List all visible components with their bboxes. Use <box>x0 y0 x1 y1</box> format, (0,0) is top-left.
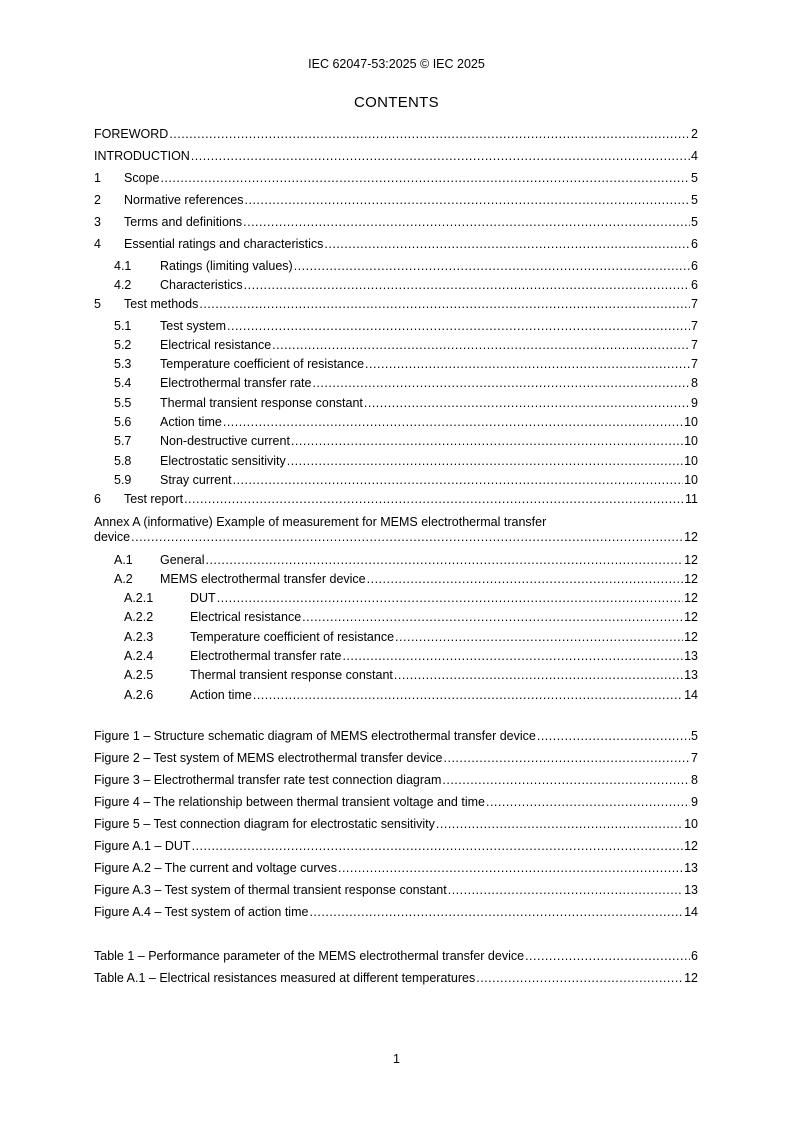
toc-entry-5-5[interactable]: 5.5 Thermal transient response constant ..... 9 <box>114 395 698 411</box>
figure-entry[interactable]: Figure 1 – Structure schematic diagram of MEMS electrothermal transfer device ..... 5 <box>94 728 698 744</box>
toc-entry-5-7[interactable]: 5.7 Non-destructive current ..... 10 <box>114 433 698 449</box>
toc-entry-test-methods[interactable]: 5 Test methods ..... 7 <box>94 296 698 312</box>
table-entry[interactable]: Table 1 – Performance parameter of the MEMS electrothermal transfer device ..... 6 <box>94 948 698 964</box>
figure-entry[interactable]: Figure 5 – Test connection diagram for electrostatic sensitivity ..... 10 <box>94 816 698 832</box>
toc-entry-terms-definitions[interactable]: 3 Terms and definitions ..... 5 <box>94 214 698 230</box>
toc-entry-4-1[interactable]: 4.1 Ratings (limiting values) ..... 6 <box>114 258 698 274</box>
toc-entry-4-2[interactable]: 4.2 Characteristics ..... 6 <box>114 277 698 293</box>
figure-entry[interactable]: Figure 3 – Electrothermal transfer rate test connection diagram ..... 8 <box>94 772 698 788</box>
toc-entry-foreword[interactable]: FOREWORD ..... 2 <box>94 126 698 142</box>
toc-entry-annex-a[interactable]: device ..... 12 <box>94 529 698 545</box>
table-entry[interactable]: Table A.1 – Electrical resistances measured at different temperatures ..... 12 <box>94 970 698 986</box>
toc-entry-a-1[interactable]: A.1 General ..... 12 <box>114 552 698 568</box>
toc-entry-annex-a-title[interactable]: Annex A (informative) Example of measurement for MEMS electrothermal transfer <box>94 515 547 529</box>
toc-entry-5-4[interactable]: 5.4 Electrothermal transfer rate ..... 8 <box>114 375 698 391</box>
figure-entry[interactable]: Figure 2 – Test system of MEMS electrothermal transfer device ..... 7 <box>94 750 698 766</box>
toc-entry-a-2-1[interactable]: A.2.1 DUT ..... 12 <box>124 590 698 606</box>
toc-entry-5-6[interactable]: 5.6 Action time ..... 10 <box>114 414 698 430</box>
contents-title: CONTENTS <box>354 94 439 111</box>
toc-entry-5-2[interactable]: 5.2 Electrical resistance ..... 7 <box>114 337 698 353</box>
page-number: 1 <box>393 1052 400 1066</box>
toc-entry-normative-references[interactable]: 2 Normative references ..... 5 <box>94 192 698 208</box>
toc-entry-5-3[interactable]: 5.3 Temperature coefficient of resistance ..... 7 <box>114 356 698 372</box>
toc-entry-a-2-2[interactable]: A.2.2 Electrical resistance ..... 12 <box>124 609 698 625</box>
toc-entry-5-1[interactable]: 5.1 Test system ..... 7 <box>114 318 698 334</box>
figure-entry[interactable]: Figure A.2 – The current and voltage curves ..... 13 <box>94 860 698 876</box>
toc-entry-a-2-4[interactable]: A.2.4 Electrothermal transfer rate ..... 13 <box>124 648 698 664</box>
toc-entry-test-report[interactable]: 6 Test report ..... 11 <box>94 491 698 507</box>
toc-entry-5-9[interactable]: 5.9 Stray current ..... 10 <box>114 472 698 488</box>
figure-entry[interactable]: Figure A.1 – DUT ..... 12 <box>94 838 698 854</box>
figure-entry[interactable]: Figure 4 – The relationship between thermal transient voltage and time ..... 9 <box>94 794 698 810</box>
figure-entry[interactable]: Figure A.3 – Test system of thermal transient response constant ..... 13 <box>94 882 698 898</box>
toc-entry-a-2[interactable]: A.2 MEMS electrothermal transfer device ..... 12 <box>114 571 698 587</box>
toc-entry-a-2-6[interactable]: A.2.6 Action time ..... 14 <box>124 687 698 703</box>
toc-entry-a-2-3[interactable]: A.2.3 Temperature coefficient of resistance ..... 12 <box>124 629 698 645</box>
toc-entry-5-8[interactable]: 5.8 Electrostatic sensitivity ..... 10 <box>114 453 698 469</box>
toc-entry-a-2-5[interactable]: A.2.5 Thermal transient response constant ..... 13 <box>124 667 698 683</box>
document-header: IEC 62047-53:2025 © IEC 2025 <box>308 57 485 71</box>
toc-entry-essential-ratings[interactable]: 4 Essential ratings and characteristics ..... 6 <box>94 236 698 252</box>
figure-entry[interactable]: Figure A.4 – Test system of action time ..... 14 <box>94 904 698 920</box>
toc-entry-scope[interactable]: 1 Scope ..... 5 <box>94 170 698 186</box>
toc-entry-introduction[interactable]: INTRODUCTION ..... 4 <box>94 148 698 164</box>
